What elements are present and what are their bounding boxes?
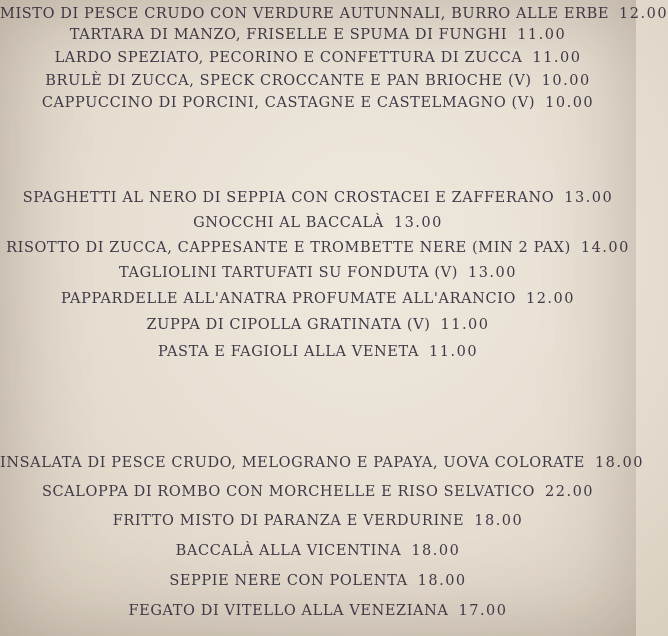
dish-price: 18.00 <box>594 455 644 471</box>
dish-name: BRULÈ DI ZUCCA, SPECK CROCCANTE E PAN BRIOCHE (V) <box>45 73 532 89</box>
dish-name: LARDO SPEZIATO, PECORINO E CONFETTURA DI ZUCCA <box>54 50 523 66</box>
menu-item <box>0 6 668 22</box>
dish-name: ZUPPA DI CIPOLLA GRATINATA (V) <box>146 317 431 333</box>
dish-price: 12.00 <box>619 6 668 22</box>
menu-item <box>0 455 644 471</box>
dish-name: BACCALÀ ALLA VICENTINA <box>175 543 402 559</box>
dish-name: FEGATO DI VITELLO ALLA VENEZIANA <box>128 603 449 619</box>
menu-item <box>0 291 636 307</box>
menu-item <box>0 265 636 281</box>
dish-name: MISTO DI PESCE CRUDO CON VERDURE AUTUNNALI, BURRO ALLE ERBE <box>0 6 610 22</box>
dish-price: 11.00 <box>429 344 479 360</box>
menu-item <box>0 240 636 256</box>
dish-price: 13.00 <box>467 265 517 281</box>
dish-price: 22.00 <box>545 484 595 500</box>
dish-name: SCALOPPA DI ROMBO CON MORCHELLE E RISO SELVATICO <box>41 484 536 500</box>
menu-item <box>0 573 636 589</box>
menu-item <box>0 317 636 333</box>
dish-name: TARTARA DI MANZO, FRISELLE E SPUMA DI FUNGHI <box>69 27 508 43</box>
dish-name: TAGLIOLINI TARTUFATI SU FONDUTA (V) <box>119 265 458 281</box>
dish-price: 10.00 <box>541 73 591 89</box>
dish-price: 11.00 <box>517 27 567 43</box>
dish-name: INSALATA DI PESCE CRUDO, MELOGRANO E PAPAYA, UOVA COLORATE <box>0 455 585 471</box>
menu-item <box>0 27 636 43</box>
dish-price: 18.00 <box>411 543 461 559</box>
dish-name: PASTA E FAGIOLI ALLA VENETA <box>157 344 420 360</box>
dish-price: 11.00 <box>532 50 582 66</box>
menu-item <box>0 543 636 559</box>
dish-price: 14.00 <box>580 240 630 256</box>
dish-price: 10.00 <box>545 95 595 111</box>
dish-price: 18.00 <box>417 573 467 589</box>
menu-item <box>0 73 636 89</box>
menu-item <box>0 215 636 231</box>
menu-item <box>0 484 636 500</box>
dish-name: SPAGHETTI AL NERO DI SEPPIA CON CROSTACEI E ZAFFERANO <box>22 190 555 206</box>
menu-item <box>0 190 636 206</box>
dish-price: 13.00 <box>393 215 443 231</box>
menu-item <box>0 50 636 66</box>
dish-price: 18.00 <box>474 513 524 529</box>
dish-name: RISOTTO DI ZUCCA, CAPPESANTE E TROMBETTE NERE (MIN 2 PAX) <box>6 240 571 256</box>
dish-price: 13.00 <box>564 190 614 206</box>
dish-price: 12.00 <box>525 291 575 307</box>
dish-name: CAPPUCCINO DI PORCINI, CASTAGNE E CASTELMAGNO (V) <box>41 95 536 111</box>
dish-name: PAPPARDELLE ALL'ANATRA PROFUMATE ALL'ARANCIO <box>61 291 516 307</box>
dish-name: SEPPIE NERE CON POLENTA <box>169 573 408 589</box>
dish-name: FRITTO MISTO DI PARANZA E VERDURINE <box>112 513 465 529</box>
menu-item <box>0 344 636 360</box>
menu-item <box>0 95 636 111</box>
dish-price: 11.00 <box>440 317 490 333</box>
menu-item <box>0 513 636 529</box>
menu-item <box>0 603 636 619</box>
dish-price: 17.00 <box>458 603 508 619</box>
dish-name: GNOCCHI AL BACCALÀ <box>193 215 384 231</box>
